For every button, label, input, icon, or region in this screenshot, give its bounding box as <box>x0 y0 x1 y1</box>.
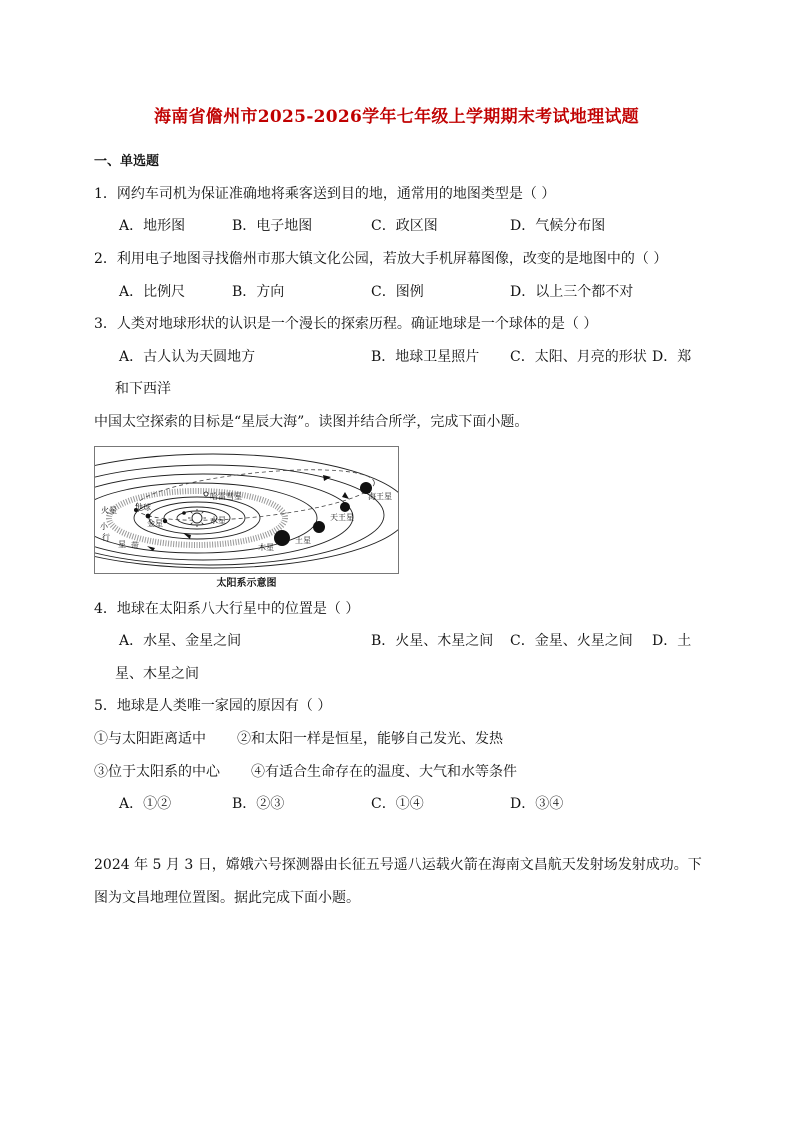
question-3-option-b: B．地球卫星照片 <box>371 349 480 365</box>
page-title: 海南省儋州市2025-2026学年七年级上学期期末考试地理试题 <box>154 107 639 127</box>
question-4-option-a: A．水星、金星之间 <box>119 633 242 649</box>
venus-icon <box>163 519 167 523</box>
mercury-icon <box>182 511 186 515</box>
venus-label: 金星 <box>147 519 163 528</box>
jupiter-icon <box>274 530 290 546</box>
question-2-stem: 2．利用电子地图寻找儋州市那大镇文化公园，若放大手机屏幕图像，改变的是地图中的（ ） <box>94 251 668 267</box>
mars-label: 火星 <box>101 506 117 515</box>
question-5-option-b: B．②③ <box>232 796 285 812</box>
question-5-statement-3: ③位于太阳系的中心 <box>94 764 220 780</box>
jupiter-label: 木星 <box>258 543 274 552</box>
asteroid-belt-label-2: 行 <box>102 533 110 542</box>
question-3-option-c: C．太阳、月亮的形状 <box>510 349 647 365</box>
saturn-icon <box>313 521 325 533</box>
uranus-label: 天王星 <box>330 513 354 522</box>
question-5-statement-2: ②和太阳一样是恒星，能够自己发光、发热 <box>237 731 503 747</box>
saturn-label: 土星 <box>295 536 311 545</box>
question-4-option-b: B．火星、木星之间 <box>371 633 494 649</box>
uranus-icon <box>340 502 350 512</box>
question-2-option-a: A．比例尺 <box>119 284 186 300</box>
solar-system-figure <box>94 446 399 574</box>
question-1-stem: 1．网约车司机为保证准确地将乘客送到目的地，通常用的地图类型是（ ） <box>94 186 556 202</box>
question-5-statement-4: ④有适合生命存在的温度、大气和水等条件 <box>251 764 517 780</box>
question-4-option-d: D．土 <box>652 633 692 649</box>
question-3-option-a: A．古人认为天圆地方 <box>119 349 256 365</box>
sun-icon <box>188 509 206 527</box>
question-1-option-b: B．电子地图 <box>232 218 313 234</box>
material-intro-space: 中国太空探索的目标是“星辰大海”。读图并结合所学，完成下面小题。 <box>94 414 529 430</box>
figure-caption: 太阳系示意图 <box>216 578 277 589</box>
question-5-option-c: C．①④ <box>371 796 424 812</box>
material-intro-launch-line-1: 2024 年 5 月 3 日，嫦娥六号探测器由长征五号遥八运载火箭在海南文昌航天发射场发射成功。下 <box>94 857 702 873</box>
asteroid-belt-label-1: 小 <box>100 522 108 531</box>
question-2-option-c: C．图例 <box>371 284 424 300</box>
comet-label: 哈雷彗星 <box>210 492 242 501</box>
neptune-label: 海王星 <box>368 492 392 501</box>
question-5-stem: 5．地球是人类唯一家园的原因有（ ） <box>94 698 332 714</box>
earth-icon <box>146 514 151 519</box>
question-4-option-c: C．金星、火星之间 <box>510 633 633 649</box>
material-intro-launch-line-2: 图为文昌地理位置图。据此完成下面小题。 <box>94 890 360 906</box>
question-2-option-b: B．方向 <box>232 284 285 300</box>
question-5-statement-1: ①与太阳距离适中 <box>94 731 206 747</box>
question-4-stem: 4．地球在太阳系八大行星中的位置是（ ） <box>94 601 360 617</box>
question-3-stem: 3．人类对地球形状的认识是一个漫长的探索历程。确证地球是一个球体的是（ ） <box>94 316 598 332</box>
question-3-option-d: D．郑 <box>652 349 692 365</box>
question-4-option-d-continued: 星、木星之间 <box>115 666 199 682</box>
solar-system-diagram <box>95 447 398 573</box>
question-5-option-d: D．③④ <box>510 796 564 812</box>
mercury-label: 水星 <box>210 516 226 525</box>
question-2-option-d: D．以上三个都不对 <box>510 284 634 300</box>
question-5-option-a: A．①② <box>119 796 172 812</box>
question-1-option-d: D．气候分布图 <box>510 218 606 234</box>
section-heading: 一、单选题 <box>94 154 160 169</box>
halley-comet-icon <box>204 492 208 496</box>
question-1-option-c: C．政区图 <box>371 218 438 234</box>
earth-label: 地球 <box>135 503 151 512</box>
asteroid-belt-label-4: 带 <box>131 541 139 550</box>
question-3-option-d-continued: 和下西洋 <box>115 381 171 397</box>
asteroid-belt-label-3: 星 <box>118 540 126 549</box>
question-1-option-a: A．地形图 <box>119 218 186 234</box>
